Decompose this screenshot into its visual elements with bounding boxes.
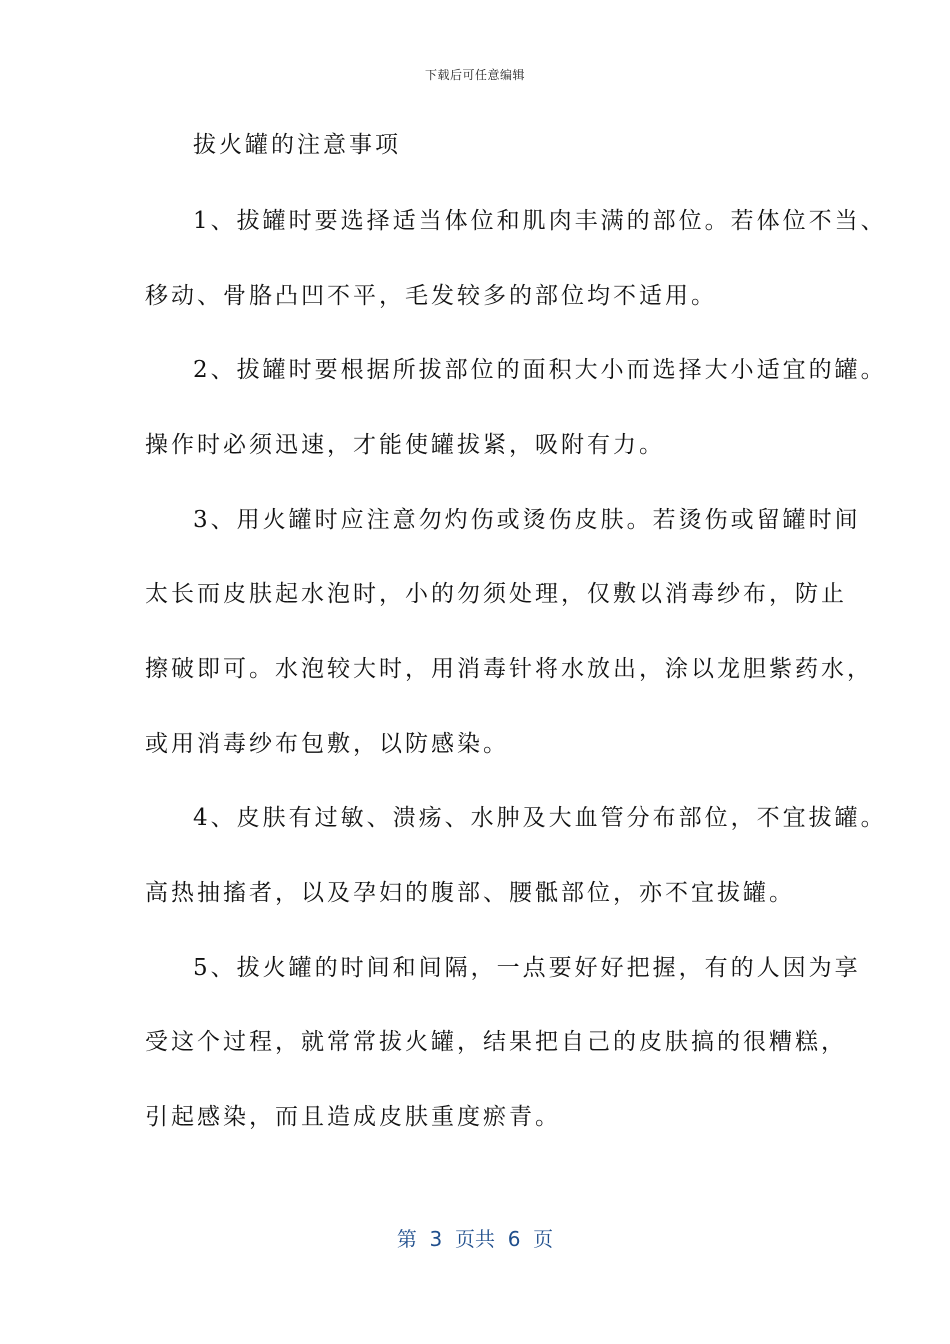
paragraph-line-3: 2、拔罐时要根据所拔部位的面积大小而选择大小适宜的罐。 <box>193 357 887 383</box>
paragraph-line-6: 太长而皮肤起水泡时，小的勿须处理，仅敷以消毒纱布，防止 <box>145 581 847 607</box>
document-title: 拔火罐的注意事项 <box>193 132 401 158</box>
paragraph-line-8: 或用消毒纱布包敷，以防感染。 <box>145 731 509 757</box>
page-header: 下载后可任意编辑 <box>424 68 525 82</box>
paragraph-line-4: 操作时必须迅速，才能使罐拔紧，吸附有力。 <box>145 432 665 458</box>
paragraph-line-10: 高热抽搐者，以及孕妇的腹部、腰骶部位，亦不宜拔罐。 <box>145 880 795 906</box>
paragraph-line-11: 5、拔火罐的时间和间隔，一点要好好把握，有的人因为享 <box>193 955 861 981</box>
paragraph-line-7: 擦破即可。水泡较大时，用消毒针将水放出，涂以龙胆紫药水， <box>145 656 873 682</box>
paragraph-line-13: 引起感染，而且造成皮肤重度瘀青。 <box>145 1104 561 1130</box>
paragraph-line-1: 1、拔罐时要选择适当体位和肌肉丰满的部位。若体位不当、 <box>193 208 887 234</box>
paragraph-line-5: 3、用火罐时应注意勿灼伤或烫伤皮肤。若烫伤或留罐时间 <box>193 507 861 533</box>
paragraph-line-2: 移动、骨胳凸凹不平，毛发较多的部位均不适用。 <box>145 283 717 309</box>
page-number-footer: 第 3 页共 6 页 <box>396 1227 554 1251</box>
paragraph-line-12: 受这个过程，就常常拔火罐，结果把自己的皮肤搞的很糟糕， <box>145 1029 847 1055</box>
paragraph-line-9: 4、皮肤有过敏、溃疡、水肿及大血管分布部位，不宜拔罐。 <box>193 805 887 831</box>
